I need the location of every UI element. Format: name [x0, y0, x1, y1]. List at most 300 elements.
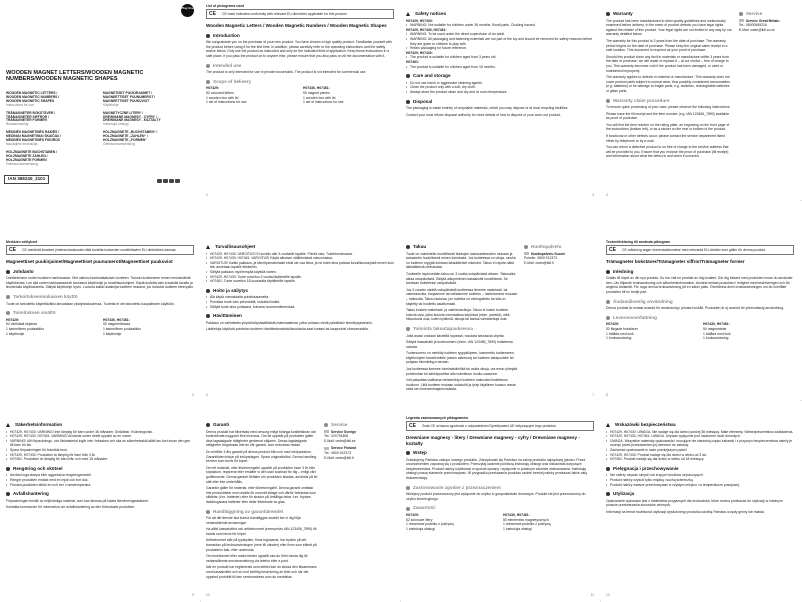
safety-item: • H07429, H07430: UWAGA. Nie nadaje się dla dzieci poniżej 36 miesięcy. Małe elementy. Niebezpieczeństwo zadławienia. [606, 430, 794, 435]
country-flags [157, 179, 180, 183]
lang-line: HOLZMAGNETE „BUCHSTABEN“ / [103, 130, 158, 135]
safety-item: • H07429, H07430: VAROITUS! Ei sovellu alle 3-vuotiaille lapsille. Pieniä osia. Tukehtumisvaara. [206, 252, 394, 257]
language-block [103, 131, 194, 147]
section-heading: Hävittäminen [213, 313, 242, 319]
warning-icon [606, 423, 610, 427]
claim-text: Jotta asiasi voidaan käsitellä nopeasti, noudata seuraavia ohjeita: [406, 333, 505, 338]
section-heading: Toiminta takuutapauksessa [413, 325, 473, 331]
picto-text: Znak CE oznacza zgodność z odpowiednimi Dyrektywami UE dotyczącymi tego produktu. [422, 423, 557, 428]
section-icon [606, 467, 610, 471]
model-label: H07461: [406, 59, 420, 64]
scope-item: 1 instrukcja obsługi [406, 526, 435, 531]
scope-item: 1 wooden box with lid [206, 95, 239, 100]
page-pl-12 [600, 400, 800, 600]
flag-se-icon [324, 430, 329, 433]
scope-columns [6, 318, 194, 336]
lang-line: HOLZMAGNETE FORMEN [6, 157, 47, 162]
scope-item: 1 kannellinen puulaatikko [103, 326, 142, 331]
flag-icon [175, 179, 180, 183]
section-disposal [406, 100, 594, 105]
care-item: • Använd inga skarpa eller aggressiva rengöringsmedel. [6, 473, 194, 478]
section-safety [6, 423, 194, 428]
section-heading: Zawartość [413, 505, 436, 511]
safety-item: • H07429, H07430: VARNING! Inte lämplig för barn under 36 månader. Smådelar. Kvävningsrisk. [6, 430, 194, 435]
scope-columns [406, 513, 594, 531]
section-heading: Wskazówki bezpieczeństwa [615, 422, 676, 427]
section-disposal [6, 492, 194, 497]
scope-item: 50 elementów magnetycznych [503, 517, 549, 522]
language-block [6, 92, 97, 108]
section-icon [206, 80, 210, 84]
service-phone[interactable]: Puhelin: 0800 912373 [524, 256, 557, 261]
lang-line: MEDINĖS MAGNETINĖS RAIDĖS / [6, 130, 60, 135]
service-phone[interactable]: Tel.: 08000569216 [738, 23, 767, 28]
language-block [6, 151, 97, 167]
claim-text: För att ditt ärende ska kunna handläggas snabbt ber vi dig följa nedanstående anvisningar: [206, 516, 301, 525]
section-service [739, 12, 794, 17]
page-number: 9 [192, 593, 194, 598]
section-icon [524, 245, 528, 249]
section-icon [406, 245, 410, 249]
scope-head: H07429: [606, 322, 620, 327]
section-icon [206, 510, 210, 514]
page-number: 11 [590, 593, 594, 598]
lang-line: DREWNIANE MAGNESY - CYFRY / [103, 114, 157, 119]
section-claim [206, 510, 318, 515]
scope-item: 1 trälåda med lock [606, 331, 634, 336]
claim-text: Please have the till receipt and the item number (e.g. IAN 123456_7890) available as proof of purchase. [606, 111, 730, 121]
lang-line: HOLZMAGNETE BUCHSTABEN / [6, 149, 58, 154]
section-icon [6, 295, 10, 299]
playtive-logo [181, 4, 194, 17]
warranty-text: Tuote on valmistettu huolellisesti tiukkojen laatuvaatimusten mukaan ja tarkastettu huolellisesti ennen toimitusta. Jos tuotteessa on vikoja, sinulla on tuotteen myyjää kohtaan lakisääteiset oikeudet. Takuu ei rajoita näitä lakisääteisiä oikeuksiasi. [406, 251, 516, 270]
page-en-2 [200, 0, 400, 200]
scope-item: 1 set of instructions for use [303, 100, 344, 105]
service-phone[interactable]: Tel.: 0800 912373 [324, 450, 351, 455]
section-icon [406, 74, 410, 78]
section-icon [206, 423, 210, 427]
section-safety [406, 12, 594, 17]
language-list [6, 92, 194, 167]
section-service [524, 245, 594, 250]
section-icon [606, 99, 610, 103]
lang-line: HOLZMAGNETE „ZAHLEN“ / [103, 134, 148, 139]
claim-text: Ha alltid kassakvittot och artikelnumret (exempelvis IAN 123456_7890) till hands som bevis för köpet. [206, 527, 317, 536]
section-heading: Toimituksen sisältö [13, 310, 56, 316]
ce-mark-icon: CE [409, 422, 416, 429]
section-heading: Rengöring och skötsel [13, 465, 63, 471]
care-item: • Puhdista tuote vain pehmeällä, kuivalla liinalla. [206, 300, 394, 305]
scope-head: H07430, H07461: [303, 86, 330, 91]
scope-columns [606, 322, 794, 340]
safety-item: • H07429, H07430, H07461: VARNING! Används under direkt uppsikt av en vuxen. [6, 434, 194, 439]
product-title: Trämagneter bokstäver/Trämagneter siffror/Trämagneter former [606, 259, 745, 265]
picto-text: CE-märkning anger överensstämmelse med relevanta EU-direktiv som gäller för denna produkt. [622, 247, 766, 252]
picto-text: CE mark indicates conformity with relevant EU directives applicable for this product. [222, 11, 348, 16]
section-icon [606, 270, 610, 274]
warranty-text: The warranty applies to defects in material or manufacture. This warranty does not cover product parts subject to normal wear, thus possibly considered consumables (e.g. batteries) or for damage to fragile parts, e.g. switches, rechargeable batteries or glass parts. [606, 75, 730, 93]
lang-line: Käyttöohje [103, 102, 119, 107]
page-number: 3 [592, 193, 594, 198]
flag-fi-icon [524, 252, 529, 255]
safety-item: • Zachować opakowanie w razie późniejszych pytań! [606, 448, 794, 453]
section-icon [606, 12, 610, 16]
lang-line: WOODEN MAGNETIC SHAPES [6, 98, 55, 103]
warranty-text: Du erhåller 3 års garanti på denna produkt från och med inköpsdatum. Garantitiden börjar på inköpsdagen. Spara originalkvittot. Denna handling behövs som bevis för köpet. [206, 449, 317, 464]
service-country-label: Service Sverige [331, 429, 357, 434]
service-country-label: Huoltopalvelu Suomi [531, 251, 565, 256]
scope-item: 1 instrukcja obsługi [503, 526, 532, 531]
warning-icon [206, 245, 210, 249]
warranty-text: Takuu koskee materiaali- ja valmistusvikoja. Takuu ei koske tuotteen kuluvia osia, jotka kuluvat normaalissa käytössä (esim. paristot), eikä rikkoutuvia osia, kuten kytkimiä, akkuja tai lasista valmistettuja osia. [406, 308, 510, 322]
scope-item: 1 bruksanvisning [606, 336, 632, 341]
section-use [206, 64, 394, 69]
section-heading: Hoito ja säilytys [213, 287, 248, 293]
scope-item: 50 magneettiosaa [103, 322, 130, 327]
scope-item: 50 magnet pieces [303, 90, 330, 95]
warning-icon [406, 12, 410, 16]
claim-text: Artikelnumret står på typskylten, finns ingraverat, har tryckts på det framsidan på bruksanvisningen (nere till vänster) eller finns som etikett på produktens bak- eller undersida. [206, 538, 317, 552]
safety-item: • H07461: Tuote soveltuu 18 kuukautta täyttäneille lapsille. [206, 279, 394, 284]
claim-text: Jos tuotteessa ilmenee toimintahäiriöitä tai muita vikoja, ota ensin yhteyttä puhelimitse tai sähköpostitse alla mainittuun huolto-osastoon. [406, 367, 518, 376]
picto-box [206, 9, 394, 20]
warning-icon [6, 423, 10, 427]
language-block [103, 112, 194, 128]
logo-text: Play tive [181, 6, 194, 10]
page-pl-11 [400, 400, 600, 600]
warranty-columns [606, 4, 794, 161]
safety-item: • The product is suitable for children aged from 18 months. [406, 65, 594, 70]
ce-mark-icon: CE [209, 10, 216, 17]
page-en-3 [400, 0, 600, 200]
section-heading: Handläggning av garantiärendet [213, 508, 284, 514]
safety-item: • H07429, H07430: Tuote soveltuu 3 vuotta täyttäneille lapsille. [206, 275, 394, 280]
page-number: 5 [192, 393, 194, 398]
model-label: H07429, H07430: [406, 18, 433, 23]
service-country-label: Service Great Britain [745, 18, 780, 23]
section-intro [206, 34, 394, 39]
picto-title: List of pictograms used [206, 4, 245, 8]
lang-line: Bruksanvisning [6, 122, 29, 127]
claim-text: Voit palauttaa viallisena rekisteröidyn tuotteen maksutta ilmoitettuun huoltoon. Liitä tuotteen mukaan ostokuitti ja lyhyt kirjallinen kuvaus viasta sekä sen ilmenemisajankohdasta. [406, 378, 516, 392]
safety-item: • H07429, H07430: Produkten är lämplig för barn från 3 år. [6, 453, 194, 458]
lang-line: TRÄMAGNETER SIFFROR / [6, 114, 49, 119]
scope-item: 1 kannellinen puulaatikko [6, 326, 45, 331]
care-item: • Produkt należy czyścić tylko miękką i suchą ściereczką. [606, 478, 794, 483]
picto-title: Teckenförklaring till använda piktogram [606, 240, 670, 244]
care-item: • Produkt należy zawsze przechowywać w czystym miejscu i w temperaturze pokojowej. [606, 483, 794, 488]
section-icon [206, 64, 210, 68]
page-fi-6 [200, 200, 400, 400]
section-care [6, 467, 194, 472]
safety-item: • H07461: Produkt nadaje się dla dzieci w wieku od 18 miesięcy. [606, 457, 794, 462]
service-email[interactable]: E-Mail: owim@lidl.fi [324, 455, 354, 460]
claim-text: You can return a defective product to us free of charge to the service address that will be provided to you. Ensure that you enclose the proof of purchase (till receipt) and information about what the defect is and when it occurred. [606, 145, 729, 159]
intro-text: We congratulate you on the purchase of your new product. You have chosen a high quality product. Familiarise yourself with the product before using it for the first time. In addition, please carefully refer to the operating instructions and the safety advice below. Only use the product as instructed and only for the indicated field of application. Keep these instructions in a safe place. If you pass the product on to anyone else, please ensure that you also pass on all the documentation with it. [206, 40, 392, 58]
scope-item: 52 färgade bokstäver [606, 326, 638, 331]
care-item: • Nie należy używać silnych lub żrących środków czyszczących. [606, 473, 794, 478]
page-sv-10 [200, 400, 400, 600]
section-heading: Turvallisuusohjeet [215, 244, 256, 249]
lang-line: Gebrauchsanweisung [103, 141, 135, 146]
lang-line: MAGNETYCZNE LITERY / [103, 110, 143, 115]
section-heading: Care and storage [413, 73, 451, 79]
picto-box [406, 421, 594, 432]
scope-head: H07429: [406, 512, 420, 517]
page-sv-9 [0, 400, 200, 600]
page-en-4 [600, 0, 800, 200]
ce-mark-icon: CE [9, 246, 16, 253]
disposal-text: Contact your local refuse disposal authority for more details of how to dispose of your worn-out product. [406, 112, 562, 117]
lang-line: Instrukcja obsługi [103, 122, 129, 127]
recycle-icon [6, 492, 10, 496]
scope-head: H07429: [6, 317, 20, 322]
claim-text: To ensure quick processing of your case, please observe the following instructions: [606, 105, 731, 110]
language-block [6, 112, 97, 128]
page-number: 7 [592, 393, 594, 398]
care-item: • Do not use harsh or aggressive cleaning agents. [406, 81, 594, 86]
section-heading: Disposal [413, 98, 433, 104]
disposal-text: Pakkaus on valmistettu ympäristöystävällisistä materiaaleista, jotka voidaan viedä paikallisiin kierrätyspisteisiin. [206, 320, 373, 325]
disposal-text: Kontakta kommunen för information om avfallshantering av den förbrukade produkten. [6, 505, 136, 510]
section-warranty [206, 423, 318, 428]
section-icon [406, 451, 410, 455]
warranty-text: The warranty for this product is 3 years from the date of purchase. The warranty period begins on the date of purchase. Please keep the original sales receipt in a safe location. This document is required as your proof of purchase. [606, 38, 728, 53]
section-heading: Wstęp [413, 450, 427, 455]
safety-item: • H07429, H07430, H07461: UWAGA. Używać wyłącznie pod nadzorem osób dorosłych. [606, 434, 794, 439]
cover-title: WOODEN MAGNET LETTERS/WOODEN MAGNETIC NUMBERS/WOODEN MAGNETIC SHAPES [6, 70, 144, 83]
section-icon [406, 507, 410, 511]
scope-item: 50 magnetdelar [703, 326, 727, 331]
product-title: Magneettiset puukirjaimet/Magneettiset puunumerot/Magneettiset puukuviot [6, 259, 173, 265]
scope-head: H07430, H07461: [503, 512, 530, 517]
section-heading: Introduction [213, 32, 240, 38]
section-use [6, 295, 194, 300]
safety-item: • WARNING: To be used under the direct supervision of an adult. [406, 32, 594, 37]
intro-text: Onnittelemme uuden tuotteen hankinnasta. Olet valinnut korkealaatuisen tuotteen. Tutustu tuotteeseen ennen ensimmäistä käyttökertaa. Lue sitä varten tarkkaavaisesti seuraava käyttöohje ja turvallisuusohjeet. Käytä tuotetta vain kuvatulla tavalla ja ilmoitetulla käyttöalueella. Säilytä käyttöohje hyvin. Luovuta kaikki asiakirjat tuotteen mukana, jos luovutat tuotteen eteenpäin. [6, 276, 194, 290]
page-number: 6 [206, 393, 208, 398]
claim-text: If functional or other defects occur, please contact the service department listed either by telephone or by e-mail. [606, 134, 725, 143]
section-heading: Utylizacja [613, 491, 635, 497]
intro-text: Grattis till köpet av din nya produkt. Du har valt en produkt av hög kvalitet. Gör dig bekant med produkten innan du använder den. Läs följande bruksanvisning och säkerhetsinformation. Använd endast produkten i enlighet med beskrivningen och för angivna ändamål. För noga denna bruksanvisning på en säker plats. Överlämna även bruksanvisningen om du överlåter produkten till en tredje part. [606, 276, 793, 294]
section-icon [6, 311, 10, 315]
picto-text: CE-merkintä ilmaisee yhdenmukaisuuden tätä tuotetta koskevien sovellettavien EU-direktiivien kanssa. [22, 247, 177, 252]
recycle-icon [406, 100, 410, 104]
warranty-text: Tuotteelle myönnetään takuu on 3 vuotta ostopäivästä alkaen. Takuuaika alkaa ostopäivästä. Säilytä alkuperäinen kassakuitti huolellisesti. Se tarvitaan todisteeksi ostopäivästä. [406, 271, 516, 286]
section-heading: Avfallshantering [13, 491, 49, 497]
safety-item: • The product is suitable for children aged from 3 years old. [406, 55, 594, 60]
intro-text: Gratulujemy Państwu zakupu nowego produktu. Zdecydowali się Państwo na zakup produktu najwyższej jakości. Przed uruchomieniem zapoznaj się z produktem. Przeczytaj uważnie poniższą instrukcję obsługi oraz wskazówki dotyczące bezpieczeństwa. Produkt należy użytkować w sposób opisany i wyłącznie w podanym zakresie zastosowania. Instrukcję obsługi proszę starannie przechowywać. W przypadku przekazania produktu osobie trzeciej należy przekazać także całą dokumentację. [406, 457, 587, 480]
ce-mark-icon: CE [609, 246, 616, 253]
warranty-text: Jos 3 vuoden sisällä ostopäivästä tuotteessa ilmenee materiaali- tai valmistusvika, korjaamme tai vaihdamme tuotteen – harkintamme mukaan – maksutta. Takuu raukeaa, jos tuotetta on vahingoitettu tai sitä on käytetty tai huollettu asiattomasti. [406, 287, 518, 306]
section-heading: Tarkoituksenmukainen käyttö [13, 293, 78, 299]
model-label: H07429, H07430, H07461: [406, 27, 447, 32]
safety-item: • Spara förpackningen för framtida bruk. [6, 448, 194, 453]
section-care [606, 467, 794, 472]
safety-item: • H07461: Produkten är lämplig för barn från och med 18 månader. [6, 457, 194, 462]
use-text: Denna produkt är endast avsedd för användning i privata hushåll. Produkten är ej avsedd för yrkesmässig användning. [606, 306, 784, 311]
scope-item: 1 drewniane pudełko z pokrywą [406, 522, 454, 527]
lang-line: Naudojimo instrukcija [6, 141, 38, 146]
scope-item: 1 set of instructions for use [206, 100, 247, 105]
section-intro [6, 270, 194, 275]
claim-text: Säilytä kassakuitti ja tuotenumero (esim. IAN 123456_7890) todisteena ostosta. [406, 340, 513, 349]
page-number: 10 [206, 593, 210, 598]
scope-item: 1 bruksanvisning [703, 336, 729, 341]
claim-text: Om funktionsfel eller andra brister uppstår ska du först vända dig till nedanstående serviceavdelning via telefon eller e-post. [206, 554, 308, 563]
section-use [606, 300, 794, 305]
care-item: • Clean the product only with a soft, dry cloth. [406, 85, 594, 90]
lang-line: MAGNEETTISET PUUKUVIOT [103, 98, 150, 103]
section-heading: Safety notices [415, 11, 447, 16]
scope-head: H07429: [206, 86, 220, 91]
lang-line: WOODEN MAGNETIC NUMBERS / [6, 94, 60, 99]
section-scope [606, 316, 794, 321]
language-block [6, 131, 97, 147]
section-warranty [406, 245, 518, 250]
section-scope [6, 311, 194, 316]
section-heading: Leveransomfattning [613, 314, 657, 320]
lang-line: WOODEN MAGNETIC LETTERS / [6, 91, 58, 95]
section-safety [606, 423, 794, 428]
safety-item: • WARNING: Not suitable for children under 36 months. Small parts. Choking hazard. [406, 23, 594, 28]
product-title: Wooden Magnetic Letters / Wooden Magnetic Numbers / Wooden Magnetic Shapes [206, 23, 387, 29]
section-heading: Inledning [613, 268, 634, 274]
flag-fi-icon [324, 447, 329, 450]
page-fi-5 [0, 200, 200, 400]
use-text: Tuote on tarkoitettu käytettäväksi ainoastaan yksityistaloudessa. Tuotetta ei ole tarkoitettu kaupalliseen käyttöön. [6, 301, 175, 306]
section-icon [406, 486, 410, 490]
lang-line: HOLZMAGNETE „FORMEN“ [103, 138, 147, 143]
lang-line: HOLZMAGNETE ZAHLEN / [6, 153, 48, 158]
claim-text: You will find the item number on the rating plate, an engraving on the front page of the instructions (bottom left), or as a sticker on the rear or bottom of the product. [606, 122, 730, 132]
picto-title: Legenda zastosowanych piktogramów [406, 416, 468, 420]
picto-box [6, 245, 194, 256]
section-service [324, 423, 394, 428]
lang-line: TRÄMAGNETER BOKSTÄVER / [6, 110, 56, 115]
safety-item: • H07429, H07430, H07461: VAROITUS! Käytä aikuisen välittömässä valvonnassa. [206, 256, 394, 261]
flag-gb-icon [739, 19, 744, 22]
section-scope [206, 80, 394, 85]
scope-head: H07430, H07461: [703, 322, 730, 327]
section-icon [6, 467, 10, 471]
page-fi-7 [400, 200, 600, 400]
page-number: 12 [606, 593, 610, 598]
cover-page [0, 0, 200, 200]
safety-item: • VARNING! Allt förpacknings- och fästmaterial ingår inte i leksaken och ska av säkerhetsskäl alltid tas bort innan den ges till barn för lek. [6, 439, 194, 448]
use-text: Niniejszy produkt przeznaczony jest wyłącznie do użytku w gospodarstwie domowym. Produkt nie jest przeznaczony do użytku komercyjnego. [406, 492, 586, 501]
scope-columns [206, 86, 394, 104]
flag-icon [169, 179, 174, 183]
section-care [406, 74, 594, 79]
page-sv-8 [600, 200, 800, 400]
lang-line: Gebrauchsanweisung [6, 161, 38, 166]
ian-number: IAN 368245_2101 [4, 175, 49, 184]
service-email[interactable]: E-Mail: owim@lidl.se [324, 438, 356, 443]
safety-item: • Säilytä pakkaus myöhempää käyttöä varten. [206, 270, 394, 275]
safety-item: • Retain packaging for future reference. [406, 46, 594, 51]
safety-item: • WARNING: All packaging and fastening materials are not part of the toy and should be removed for safety reasons before they are given to children to play with. [406, 37, 594, 46]
service-email[interactable]: E-Mail: owim@lidl.fi [524, 260, 554, 265]
picto-box [606, 245, 794, 256]
lang-line: DREWNIANE MAGNESY - KSZTAŁTY [103, 118, 161, 123]
section-intro [406, 451, 594, 456]
service-phone[interactable]: Tel.: 020791808 [324, 434, 349, 439]
section-safety [206, 245, 394, 250]
section-intro [606, 270, 794, 275]
lang-line: MEDINĖS MAGNETINĖS FIGŪROS [6, 138, 60, 143]
section-claim [606, 99, 733, 104]
section-heading: Ändamålsenlig användning [613, 298, 673, 304]
picto-title: Merkkien selitykset [6, 240, 38, 244]
warranty-columns [206, 418, 394, 581]
care-item: • Säilytä tuote aina puhtaana, kuivana huoneenlämmössä. [206, 305, 394, 310]
section-icon [606, 316, 610, 320]
section-heading: Service [331, 422, 348, 427]
disposal-text: Informacji na temat możliwości utylizacji wysłużonego produktu udzielą Państwu urzędy gminy lub miasta. [606, 509, 765, 514]
scope-item: 52 värikästä kirjainta [6, 322, 37, 327]
scope-head: H07430, H07461: [103, 317, 130, 322]
scope-item: 1 trälåda med lock [703, 331, 731, 336]
section-icon [324, 423, 328, 427]
scope-item: 1 wooden box with lid [303, 95, 336, 100]
service-email[interactable]: E-Mail: owim@lidl.co.uk [738, 27, 775, 32]
disposal-text: The packaging is made entirely of recyclable materials, which you may dispose of at local recycling facilities. [406, 106, 569, 111]
scope-item: 1 käyttöohje [6, 331, 25, 336]
section-icon [206, 34, 210, 38]
section-warranty [606, 12, 733, 17]
recycle-icon [606, 492, 610, 496]
page-number: 2 [206, 193, 208, 198]
section-heading: Garanti [213, 422, 230, 427]
care-item: • Förvara produkten alltid ren och torr i rumstemperatur. [6, 483, 194, 488]
section-heading: Pielęgnacja i przechowywanie [613, 465, 679, 471]
disposal-text: Förpackningen består av miljövänliga material, som kan lämnas på lokala återvinningsstationer. [6, 498, 150, 503]
recycle-icon [206, 314, 210, 318]
section-heading: Scope of delivery [213, 78, 252, 84]
scope-item: 1 drewniane pudełko z pokrywą [503, 522, 551, 527]
lang-line: MAGNETISET PUUKIRJAIMET / [103, 91, 153, 95]
section-heading: Zastosowanie zgodne z przeznaczeniem [413, 484, 501, 490]
section-heading: Intended use [213, 62, 242, 68]
section-icon [206, 289, 210, 293]
warranty-text: The product has been manufactured to strict quality guidelines and meticulously examined before delivery. In the event of product defects you have legal rights against the retailer of this product. Your legal rights are not limited in any way by our warranty detailed below. [606, 18, 732, 37]
care-item: • Älä käytä voimakkaita puhdistusaineita. [206, 295, 394, 300]
section-heading: Huoltopalvelu [531, 244, 562, 249]
warranty-text: Garantin gäller för material- eller tillverkningsfel. Denna garanti omfattar inte produktdelar som utsätts för normalt slitage och därför betraktas som slitdelar (t.ex. batterier) eller för skador på ömtåliga delar, t.ex. brytare, laddningsbara batterier eller delar tillverkade av glas. [206, 486, 316, 504]
section-icon [606, 300, 610, 304]
model-label: H07429, H07430: [406, 50, 433, 55]
section-heading: Johdanto [13, 268, 34, 274]
claim-text: När en produkt har registrerats som defekt kan du skicka den tillsammans med kassakvittot och en kort skriftlig beskrivning av felet och när det uppstod portofritt till den serviceadress som du meddelas. [206, 565, 317, 579]
section-heading: Warranty claim procedure [613, 97, 670, 103]
section-claim [406, 327, 518, 332]
care-item: • Always store the product clean and dry and at room temperature. [406, 90, 594, 95]
section-icon [6, 270, 10, 274]
disposal-text: Lisätietoja käytöstä poistetun tuotteen hävittämismahdollisuuksista saat kuntasi tai kaupunkisi viranomaisilta. [206, 327, 369, 332]
section-heading: Säkerhetsinformation [15, 422, 63, 427]
warranty-text: Denna produkt har tillverkats med omsorg enligt stränga kvalitetskrav och kontrollerats noggrant före leverans. Om fel uppstår på produkten gäller dina lagstadgade rättigheter gentemot säljaren. Dessa lagstadgade rättigheter begränsas inte av vår garanti, som redovisas nedan. [206, 429, 317, 448]
product-title: Drewniane magnesy - litery / Drewniane magnesy - cyfry / Drewniane magnesy - kształty [406, 435, 580, 446]
care-item: • Rengör produkten endast med en mjuk och torr duk. [6, 478, 194, 483]
safety-item: • H07429, H07430: Produkt nadaje się dla dzieci w wieku od 3 lat. [606, 453, 794, 458]
language-block [103, 92, 194, 108]
warranty-text: Should this product show any fault in materials or manufacture within 3 years from the date of purchase, we will repair or replace it – at our choice – free of charge to you. This warranty becomes void if the product has been damaged, or used or maintained improperly. [606, 54, 730, 73]
flag-icon [157, 179, 162, 183]
use-text: The product is only intended for use in private households. The product is not intended for commercial use. [206, 70, 367, 75]
section-scope [406, 506, 594, 511]
section-icon [739, 12, 743, 16]
